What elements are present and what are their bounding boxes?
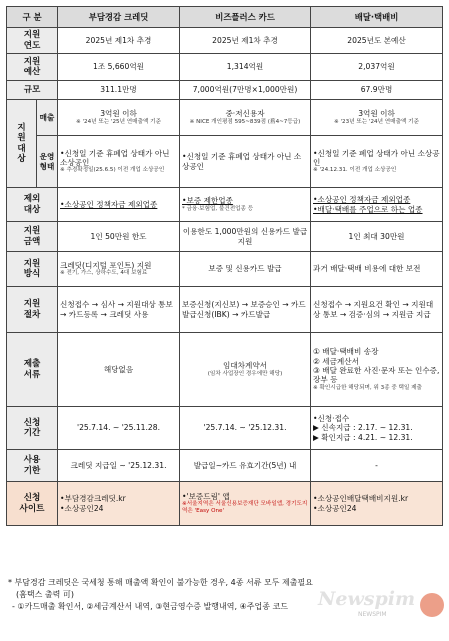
cell-method-card: 보증 및 신용카드 발급 — [180, 252, 311, 287]
site-delivery-link-2[interactable]: •소상공인24 — [313, 503, 357, 513]
exclude-card-text: •보증 제한업종 — [182, 196, 233, 206]
docs-credit-text: 해당없음 — [103, 364, 134, 374]
table-row-target-sales — [7, 100, 443, 136]
cell-period-card: '25.7.14. ~ '25.12.31. — [180, 407, 311, 450]
table-row-period — [7, 407, 443, 450]
table-row-useperiod — [7, 450, 443, 482]
method-credit-text: 크레딧(디지털 포인트) 지원 — [60, 260, 152, 270]
cell-exclude-credit — [58, 188, 180, 222]
table-row-process — [7, 287, 443, 333]
cell-amount-delivery: 1인 최대 30만원 — [311, 222, 443, 252]
policy-comparison-table — [6, 6, 443, 526]
cell-type-credit — [58, 136, 180, 188]
table-header-row — [7, 7, 443, 28]
docs-delivery-item-3: ③ 배달 완료한 사진·문자 또는 인수증, 장부 등 — [313, 366, 440, 385]
table-row-year — [7, 28, 443, 54]
cell-budget-credit: 1조 5,660억원 — [58, 54, 180, 81]
cell-useperiod-card: 발급일~카드 유효기간(5년) 내 — [180, 450, 311, 482]
type-credit-note: ※ 추경확정일(25.6.5) 이전 개업 소상공인 — [60, 167, 165, 174]
row-label-scale: 규모 — [7, 81, 58, 100]
cell-scale-card: 7,000억원(7만명×1,000만원) — [180, 81, 311, 100]
table-row-docs — [7, 333, 443, 407]
cell-exclude-card — [180, 188, 311, 222]
row-label-method: 지원 방식 — [7, 252, 58, 287]
cell-year-card: 2025년 제1차 추경 — [180, 28, 311, 54]
row-label-year: 지원 연도 — [7, 28, 58, 54]
row-label-useperiod: 사용 기한 — [7, 450, 58, 482]
type-delivery-note: ※ '24.12.31. 이전 개업 소상공인 — [313, 167, 397, 174]
footnote-line-1: * 부담경감 크레딧은 국세청 통해 매출액 확인이 불가능한 경우, 4종 서류 모두 제출필요 — [8, 578, 313, 587]
exclude-credit-text: •소상공인 정책자금 제외업종 — [60, 199, 158, 209]
newspim-logo-icon — [420, 593, 444, 617]
table-row-budget — [7, 54, 443, 81]
header-bizplus-card: 비즈플러스 카드 — [180, 7, 311, 28]
sales-delivery-note: ※ '23년 또는 '24년 연매출액 기준 — [334, 118, 419, 125]
row-sublabel-type: 운영 형태 — [37, 136, 58, 188]
table-row-scale — [7, 81, 443, 100]
sales-credit-note: ※ '24년 또는 '25년 연매출액 기준 — [76, 118, 161, 125]
row-label-process: 지원 절차 — [7, 287, 58, 333]
footnote-line-3: - ①카드매출 확인서, ②세금계산서 내역, ③현금영수증 발행내역, ④주업종 코드 — [12, 602, 288, 611]
period-delivery-head: •신청·접수 — [313, 413, 350, 423]
type-credit-text: •신청일 기준 휴폐업 상태가 아닌 소상공인 — [60, 148, 170, 167]
docs-delivery-note: ※ 확인시급한 해당되며, 위 3종 중 택일 제출 — [313, 384, 422, 391]
cell-budget-card: 1,314억원 — [180, 54, 311, 81]
cell-type-delivery — [311, 136, 443, 188]
table-row-amount — [7, 222, 443, 252]
cell-exclude-delivery — [311, 188, 443, 222]
row-label-docs: 제출 서류 — [7, 333, 58, 407]
sales-credit-text: 3억원 이하 — [100, 109, 137, 119]
table-row-exclude — [7, 188, 443, 222]
header-credit: 부담경감 크레딧 — [58, 7, 180, 28]
cell-sales-card — [180, 100, 311, 136]
table-row-target-type — [7, 136, 443, 188]
cell-docs-credit — [58, 333, 180, 407]
table-row-method — [7, 252, 443, 287]
cell-scale-delivery: 67.9만명 — [311, 81, 443, 100]
site-card-note: ※서울지역은 서울신용보증재단 모바일앱, 경기도지역은 'Easy One' — [182, 501, 308, 515]
row-label-budget: 지원 예산 — [7, 54, 58, 81]
footnote-line-2: (홈택스 출력 可) — [16, 590, 74, 599]
cell-docs-card — [180, 333, 311, 407]
cell-scale-credit: 311.1만명 — [58, 81, 180, 100]
newspim-watermark-sub: NEWSPIM — [358, 611, 387, 618]
site-credit-link-1[interactable]: •부담경감크레딧.kr — [60, 494, 126, 504]
row-label-amount: 지원 금액 — [7, 222, 58, 252]
type-delivery-text: •신청일 기준 폐업 상태가 아닌 소상공인 — [313, 148, 440, 167]
site-credit-link-2[interactable]: •소상공인24 — [60, 503, 104, 513]
docs-card-note: (임차 사업장인 경우에만 해당) — [207, 370, 283, 377]
site-delivery-link-1[interactable]: •소상공인배달택배비지원.kr — [313, 494, 409, 504]
sales-card-text: 중·저신용자 — [225, 109, 265, 119]
cell-amount-card: 이용한도 1,000만원의 신용카드 발급 지원 — [180, 222, 311, 252]
row-label-target: 지 원 대 상 — [7, 100, 37, 188]
cell-process-credit: 신청접수 → 심사 → 지원대상 통보 → 카드등록 → 크레딧 사용 — [58, 287, 180, 333]
period-delivery-item-2: ▶ 확인지급 : 4.21. ~ 12.31. — [313, 432, 413, 442]
docs-delivery-item-1: ① 배달·택배비 송장 — [313, 347, 379, 357]
exclude-delivery-text-1: •소상공인 정책자금 제외업종 — [313, 195, 411, 205]
cell-sales-credit — [58, 100, 180, 136]
cell-process-card: 보증신청(지신보) → 보증승인 → 카드발급신청(IBK) → 카드발급 — [180, 287, 311, 333]
cell-method-credit — [58, 252, 180, 287]
type-card-text: •신청일 기준 휴폐업 상태가 아닌 소상공인 — [182, 152, 302, 171]
cell-period-delivery — [311, 407, 443, 450]
cell-budget-delivery: 2,037억원 — [311, 54, 443, 81]
newspim-watermark: Newspim — [318, 588, 416, 610]
cell-sales-delivery — [311, 100, 443, 136]
docs-delivery-item-2: ② 세금계산서 — [313, 356, 359, 366]
cell-method-delivery: 과거 배달·택배 비용에 대한 보전 — [311, 252, 443, 287]
cell-process-delivery: 신청접수 → 지원요건 확인 → 지원대상 통보 → 검증·심의 → 지원금 지급 — [311, 287, 443, 333]
cell-useperiod-credit: 크레딧 지급일 ~ '25.12.31. — [58, 450, 180, 482]
cell-year-delivery: 2025년도 본예산 — [311, 28, 443, 54]
cell-site-delivery — [311, 482, 443, 526]
cell-period-credit: '25.7.14. ~ '25.11.28. — [58, 407, 180, 450]
site-card-link-1[interactable]: •'보증드림' 앱 — [182, 491, 230, 501]
cell-type-card — [180, 136, 311, 188]
cell-site-card — [180, 482, 311, 526]
sales-delivery-text: 3억원 이하 — [358, 109, 395, 119]
period-delivery-item-1: ▶ 신속지급 : 2.17. ~ 12.31. — [313, 423, 413, 433]
cell-site-credit — [58, 482, 180, 526]
docs-card-text: 임대차계약서 — [223, 361, 268, 371]
header-delivery: 배달·택배비 — [311, 7, 443, 28]
exclude-delivery-text-2: •배달·택배를 주업으로 하는 업종 — [313, 204, 423, 214]
sales-card-note: ※ NICE 개인평점 595~839점 (舊4~7등급) — [189, 118, 301, 125]
row-label-site: 신청 사이트 — [7, 482, 58, 526]
cell-useperiod-delivery: - — [311, 450, 443, 482]
row-sublabel-sales: 매출 — [37, 100, 58, 136]
method-credit-note: ※ 전기, 가스, 상하수도, 4대 보험료 — [60, 270, 148, 277]
cell-year-credit: 2025년 제1차 추경 — [58, 28, 180, 54]
exclude-card-note: * 금융·보험업, 불건전업종 등 — [182, 205, 254, 212]
row-label-period: 신청 기간 — [7, 407, 58, 450]
cell-docs-delivery — [311, 333, 443, 407]
table-row-site — [7, 482, 443, 526]
header-category: 구 분 — [7, 7, 58, 28]
cell-amount-credit: 1인 50만원 한도 — [58, 222, 180, 252]
row-label-exclude: 제외 대상 — [7, 188, 58, 222]
